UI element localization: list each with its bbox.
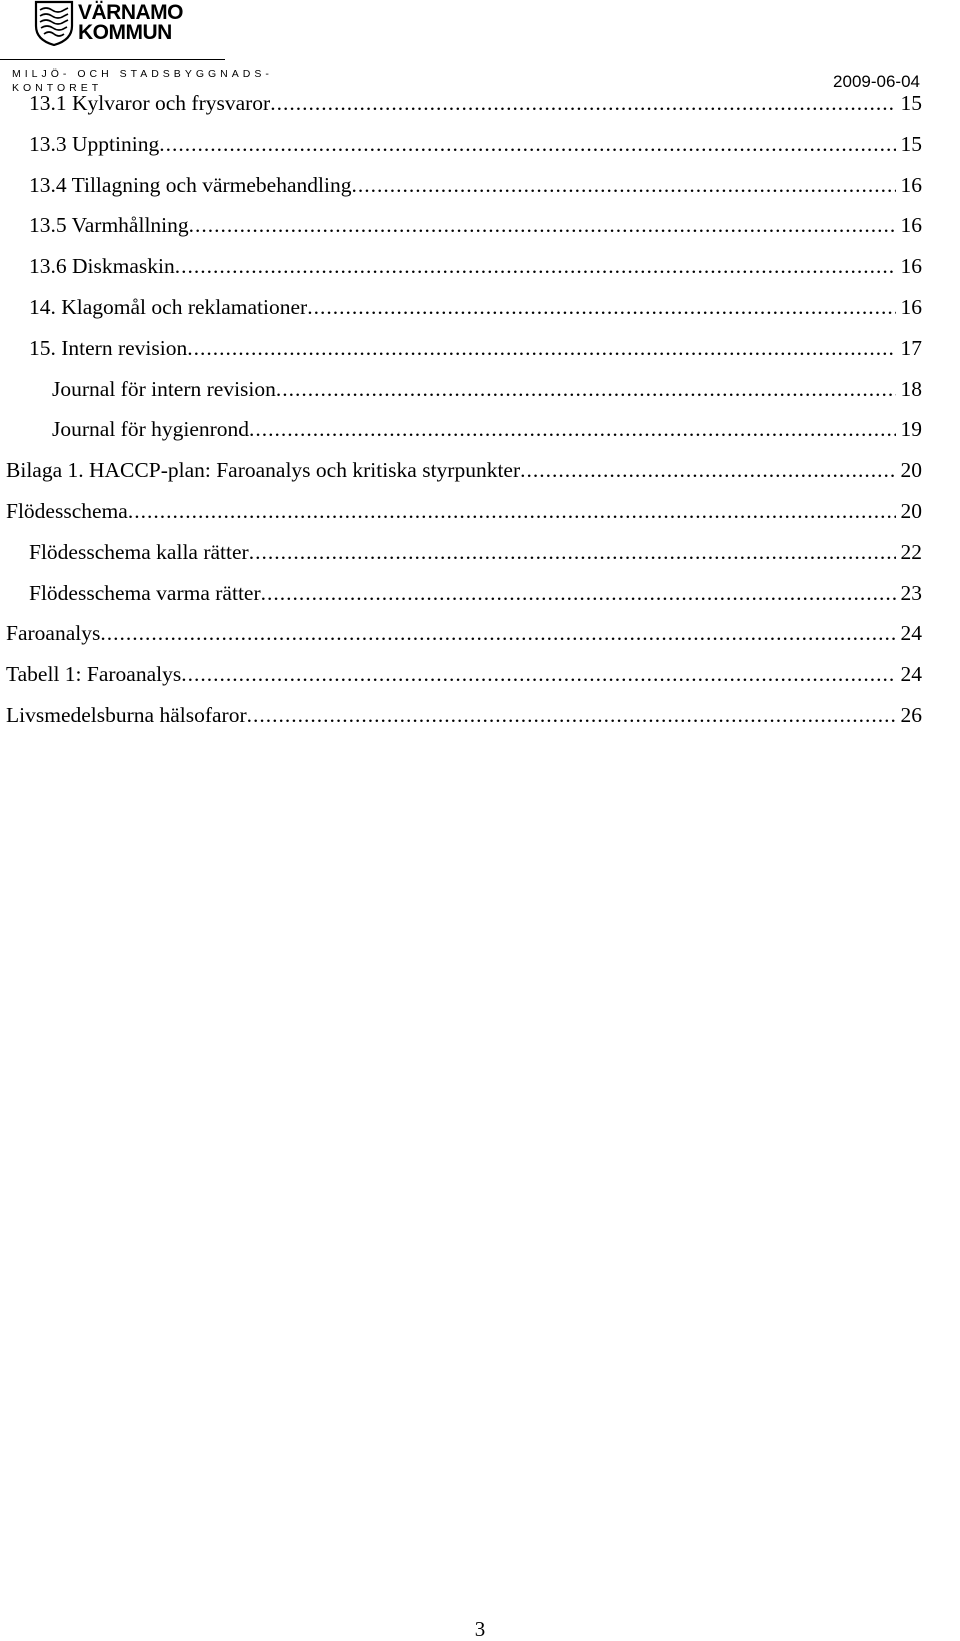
toc-entry[interactable] [6,618,922,648]
toc-dot-leader [128,496,896,526]
toc-entry[interactable] [6,496,922,526]
toc-entry[interactable] [29,333,922,363]
toc-entry[interactable] [6,700,922,730]
toc-entry[interactable] [29,88,922,118]
toc-entry[interactable] [29,292,922,322]
toc-dot-leader [181,659,895,689]
toc-entry-page-number: 16 [900,172,922,197]
toc-entry-page-number: 24 [900,621,922,646]
toc-entry-page-number: 20 [900,499,922,523]
toc-entry[interactable] [29,537,922,567]
toc-entry[interactable] [52,414,922,444]
toc-entry-title: Flödesschema [6,499,128,523]
department-name-line1: MILJÖ- OCH STADSBYGGNADS- [12,68,273,80]
toc-dot-leader [270,88,895,118]
toc-entry-title: 15. Intern revision [29,335,188,360]
toc-dot-leader [249,537,896,567]
toc-entry-page-number: 24 [900,662,922,687]
toc-entry-title: 13.5 Varmhållning [29,213,189,238]
toc-entry-title: 13.1 Kylvaror och frysvaror [29,91,271,115]
toc-entry-title: 13.4 Tillagning och värmebehandling [29,172,352,197]
toc-entry-title: Flödesschema varma rätter [29,580,261,605]
toc-entry[interactable] [29,251,922,281]
toc-entry-page-number: 16 [900,254,922,279]
document-date: 2009-06-04 [833,72,920,91]
toc-entry[interactable] [52,374,922,404]
toc-dot-leader [189,210,896,240]
toc-dot-leader [159,129,895,159]
toc-entry[interactable] [29,578,922,608]
toc-entry-title: Faroanalys [6,621,101,646]
department-name-line2: KONTORET [12,82,103,94]
toc-entry[interactable] [29,210,922,240]
toc-entry-page-number: 22 [900,539,922,564]
toc-entry-page-number: 20 [900,458,922,483]
toc-entry-page-number: 16 [900,295,922,319]
toc-entry-title: Livsmedelsburna hälsofaror [6,703,247,727]
toc-entry[interactable] [29,170,922,200]
logo-text-varnamo: VÄRNAMO [78,1,183,24]
toc-dot-leader [307,292,895,322]
toc-entry-page-number: 19 [900,417,922,442]
toc-entry-title: Tabell 1: Faroanalys [6,662,182,687]
toc-entry-page-number: 16 [900,213,922,238]
toc-entry-page-number: 23 [900,580,922,605]
toc-entry[interactable] [6,659,922,689]
toc-dot-leader [249,414,895,444]
toc-entry-page-number: 26 [900,703,922,727]
logo-text-kommun: KOMMUN [78,21,172,44]
toc-entry[interactable] [29,129,922,159]
toc-dot-leader [520,455,895,485]
toc-dot-leader [175,251,896,281]
toc-dot-leader [351,170,895,200]
toc-dot-leader [100,618,895,648]
toc-entry-title: 13.3 Upptining [29,131,160,156]
toc-entry-page-number: 15 [900,91,922,115]
toc-entry-title: Bilaga 1. HACCP-plan: Faroanalys och kritiska styrpunkter [6,458,521,483]
toc-entry-title: 13.6 Diskmaskin [29,254,175,279]
toc-entry-title: Journal för hygienrond [52,417,250,442]
toc-entry-title: Journal för intern revision [52,376,276,401]
toc-entry[interactable] [6,455,922,485]
toc-entry-page-number: 17 [900,335,922,360]
toc-dot-leader [247,700,896,730]
toc-entry-page-number: 15 [900,131,922,156]
toc-dot-leader [276,374,896,404]
toc-entry-page-number: 18 [900,376,922,401]
page-number: 3 [474,1617,486,1641]
toc-entry-title: Flödesschema kalla rätter [29,539,249,564]
toc-entry-title: 14. Klagomål och reklamationer [29,295,308,319]
toc-dot-leader [187,333,895,363]
table-of-contents [0,0,960,727]
toc-dot-leader [261,578,896,608]
